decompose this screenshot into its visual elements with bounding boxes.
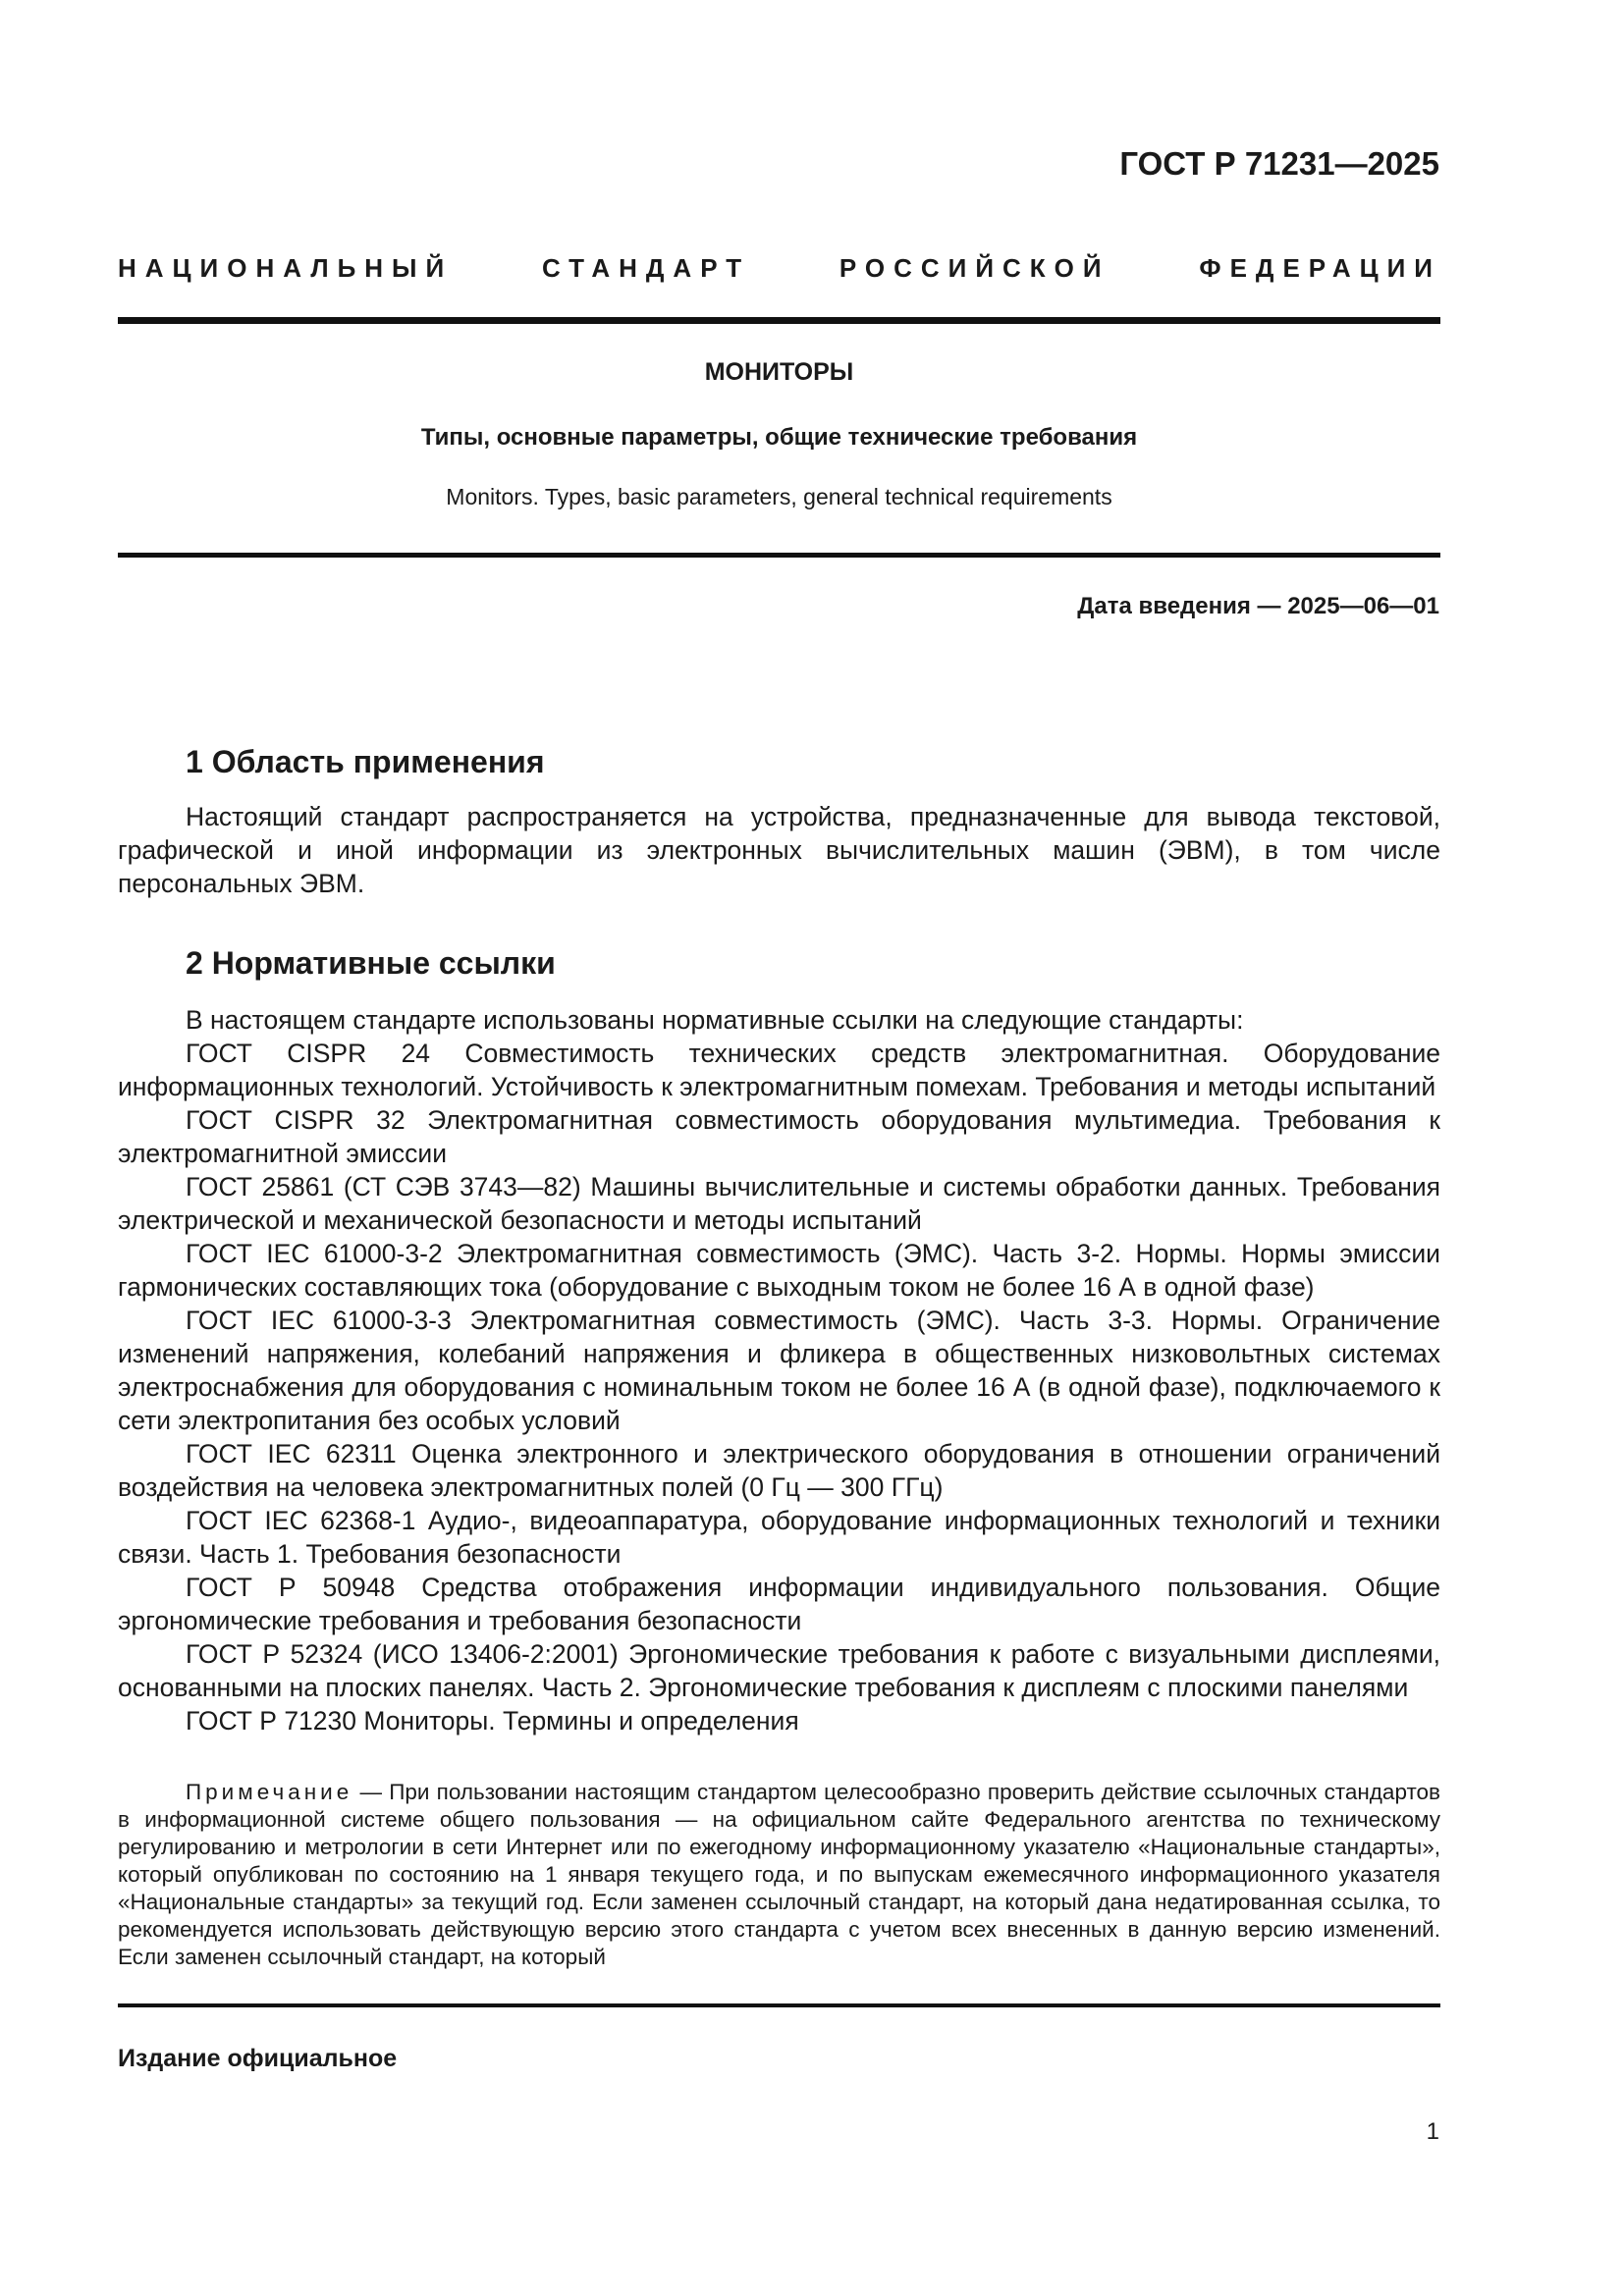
section-heading-references: 2 Нормативные ссылки xyxy=(186,945,556,981)
note-text: — При пользовании настоящим стандартом целесообразно проверить действие ссылочных стандартов в информационной системе общего пользования — на официальном сайте Федерального агентства по техническому регулированию и метрологии в сети Интернет или по ежегодному информационному указателю «Национальные стандарты», который опубликован по состоянию на 1 января текущего года, и по выпускам ежемесячного информационного указателя «Национальные стандарты» за текущий год. Если заменен ссылочный стандарт, на который дана недатированная ссылка, то рекомендуется использовать действующую версию этого стандарта с учетом всех внесенных в данную версию изменений. Если заменен ссылочный стандарт, на который xyxy=(118,1780,1440,1969)
header-divider xyxy=(118,317,1440,324)
references-intro: В настоящем стандарте использованы нормативные ссылки на следующие стандарты: xyxy=(186,1005,1244,1035)
document-number: ГОСТ Р 71231—2025 xyxy=(1119,145,1439,182)
page-number: 1 xyxy=(1426,2118,1439,2145)
national-standard-banner: НАЦИОНАЛЬНЫЙ СТАНДАРТ РОССИЙСКОЙ ФЕДЕРАЦИИ xyxy=(118,253,1441,283)
reference-item: ГОСТ IEC 62311 Оценка электронного и электрического оборудования в отношении ограничений воздействия на человека электромагнитных полей (0 Гц — 300 ГГц) xyxy=(118,1439,1440,1502)
reference-item: ГОСТ Р 71230 Мониторы. Термины и определения xyxy=(186,1706,799,1735)
document-subtitle: Типы, основные параметры, общие технические требования xyxy=(420,424,1138,451)
official-edition-label: Издание официальное xyxy=(118,2045,398,2072)
introduction-date: Дата введения — 2025—06—01 xyxy=(1077,593,1439,619)
document-title-english: Monitors. Types, basic parameters, general technical requirements xyxy=(446,484,1112,509)
title-divider xyxy=(118,553,1440,558)
reference-item: ГОСТ Р 50948 Средства отображения информации индивидуального пользования. Общие эргономические требования и требования безопасности xyxy=(118,1573,1440,1635)
references-note xyxy=(118,1779,1440,1971)
reference-item: ГОСТ Р 52324 (ИСО 13406-2:2001) Эргономические требования к работе с визуальными дисплеями, основанными на плоских панелях. Часть 2. Эргономические требования к дисплеям с плоскими панелями xyxy=(118,1639,1440,1702)
reference-item: ГОСТ CISPR 32 Электромагнитная совместимость оборудования мультимедиа. Требования к электромагнитной эмиссии xyxy=(118,1105,1440,1168)
reference-item: ГОСТ 25861 (СТ СЭВ 3743—82) Машины вычислительные и системы обработки данных. Требования электрической и механической безопасности и методы испытаний xyxy=(118,1172,1440,1235)
section-scope-body xyxy=(118,800,1440,900)
document-title: МОНИТОРЫ xyxy=(704,358,854,386)
scope-paragraph: Настоящий стандарт распространяется на устройства, предназначенные для вывода текстовой, графической и иной информации из электронных вычислительных машин (ЭВМ), в том числе персональных ЭВМ. xyxy=(118,802,1440,898)
reference-item: ГОСТ IEC 61000-3-2 Электромагнитная совместимость (ЭМС). Часть 3-2. Нормы. Нормы эмиссии гармонических составляющих тока (оборудование с выходным током не более 16 А в одной фазе) xyxy=(118,1239,1440,1302)
note-label: Примечание xyxy=(186,1780,353,1804)
reference-item: ГОСТ IEC 62368-1 Аудио-, видеоаппаратура, оборудование информационных технологий и техники связи. Часть 1. Требования безопасности xyxy=(118,1506,1440,1569)
reference-item: ГОСТ IEC 61000-3-3 Электромагнитная совместимость (ЭМС). Часть 3-3. Нормы. Ограничение изменений напряжения, колебаний напряжения и фликера в общественных низковольтных системах электроснабжения для оборудования с номинальным током не более 16 А (в одной фазе), подключаемого к сети электропитания без особых условий xyxy=(118,1306,1440,1435)
section-heading-scope: 1 Область применения xyxy=(186,744,545,779)
references-list xyxy=(118,1003,1440,1737)
footer-divider xyxy=(118,2003,1440,2007)
reference-item: ГОСТ CISPR 24 Совместимость технических средств электромагнитная. Оборудование информационных технологий. Устойчивость к электромагнитным помехам. Требования и методы испытаний xyxy=(118,1039,1440,1101)
